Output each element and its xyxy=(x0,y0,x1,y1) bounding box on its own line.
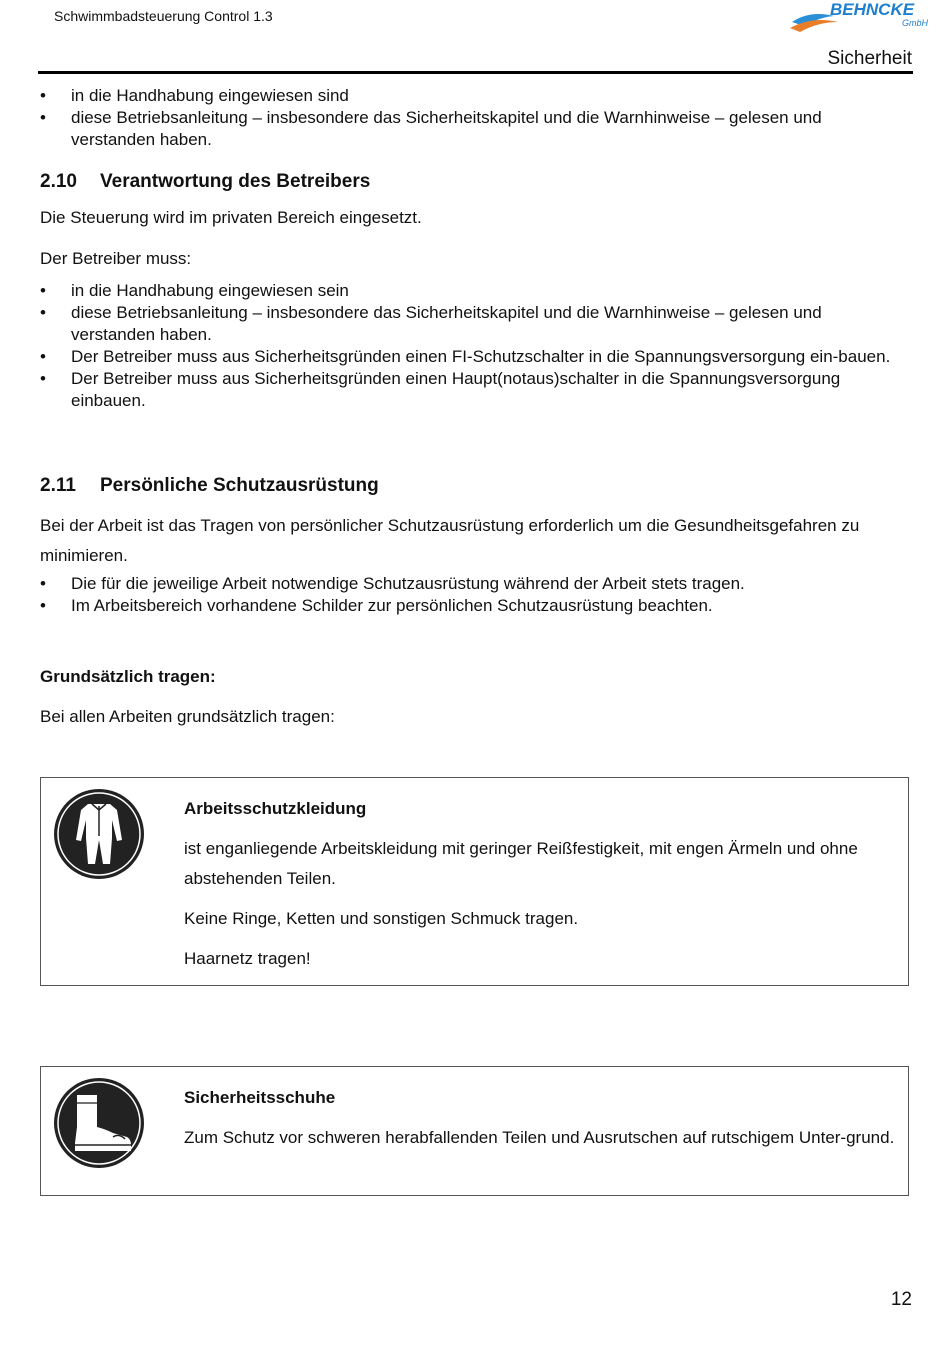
page-number: 12 xyxy=(890,1289,912,1310)
safety-boots-icon xyxy=(53,1077,145,1169)
section-number: 2.11 xyxy=(40,475,76,496)
list-item: • in die Handhabung eingewiesen sein xyxy=(40,280,907,302)
list-item: • Die für die jeweilige Arbeit notwendige Schutzausrüstung während der Arbeit stets tragen. xyxy=(40,573,907,595)
list-item: • Der Betreiber muss aus Sicherheitsgründen einen Haupt(notaus)schalter in die Spannungsversorgung einbauen. xyxy=(40,368,907,412)
svg-text:GmbH: GmbH xyxy=(902,18,929,28)
box-title: Sicherheitsschuhe xyxy=(184,1088,336,1107)
safety-shoes-box xyxy=(40,1066,909,1196)
section-number: 2.10 xyxy=(40,171,77,192)
intro-bullet-list xyxy=(40,85,900,151)
paragraph: Der Betreiber muss: xyxy=(40,249,192,268)
header-rule xyxy=(38,71,913,74)
box-paragraph: Zum Schutz vor schweren herabfallenden Teilen und Ausrutschen auf rutschigem Unter-grund. xyxy=(184,1128,895,1147)
paragraph: Bei der Arbeit ist das Tragen von persönlicher Schutzausrüstung erforderlich um die Gesundheitsgefahren zu minimieren. xyxy=(40,516,860,565)
subheading: Grundsätzlich tragen: xyxy=(40,667,216,686)
box-paragraph: Haarnetz tragen! xyxy=(184,949,311,968)
list-item: • diese Betriebsanleitung – insbesondere das Sicherheitskapitel und die Warnhinweise – gelesen und verstanden haben. xyxy=(40,302,907,346)
list-item: • Im Arbeitsbereich vorhandene Schilder zur persönlichen Schutzausrüstung beachten. xyxy=(40,595,907,617)
section-name: Sicherheit xyxy=(827,48,912,69)
list-item: • diese Betriebsanleitung – insbesondere das Sicherheitskapitel und die Warnhinweise – gelesen und verstanden haben. xyxy=(40,107,900,151)
paragraph: Die Steuerung wird im privaten Bereich eingesetzt. xyxy=(40,208,422,227)
box-content xyxy=(184,794,902,974)
section-title: Persönliche Schutzausrüstung xyxy=(100,475,379,496)
list-item: • Der Betreiber muss aus Sicherheitsgründen einen FI-Schutzschalter in die Spannungsversorgung ein-bauen. xyxy=(40,346,907,368)
document-title: Schwimmbadsteuerung Control 1.3 xyxy=(54,8,273,24)
protective-clothing-box xyxy=(40,777,909,986)
behncke-logo xyxy=(790,0,935,36)
box-paragraph: Keine Ringe, Ketten und sonstigen Schmuck tragen. xyxy=(184,909,579,928)
section-heading-2-11 xyxy=(40,475,379,497)
protective-clothing-icon xyxy=(53,788,145,880)
paragraph: Bei allen Arbeiten grundsätzlich tragen: xyxy=(40,707,335,726)
section-heading-2-10 xyxy=(40,171,370,193)
operator-bullet-list xyxy=(40,280,907,412)
ppe-bullet-list xyxy=(40,573,907,617)
svg-text:BEHNCKE: BEHNCKE xyxy=(830,0,915,19)
box-content xyxy=(184,1083,902,1153)
box-paragraph: ist enganliegende Arbeitskleidung mit geringer Reißfestigkeit, mit engen Ärmeln und ohne abstehenden Teilen. xyxy=(184,839,858,888)
list-item: • in die Handhabung eingewiesen sind xyxy=(40,85,900,107)
section-title: Verantwortung des Betreibers xyxy=(100,171,371,192)
box-title: Arbeitsschutzkleidung xyxy=(184,799,367,818)
